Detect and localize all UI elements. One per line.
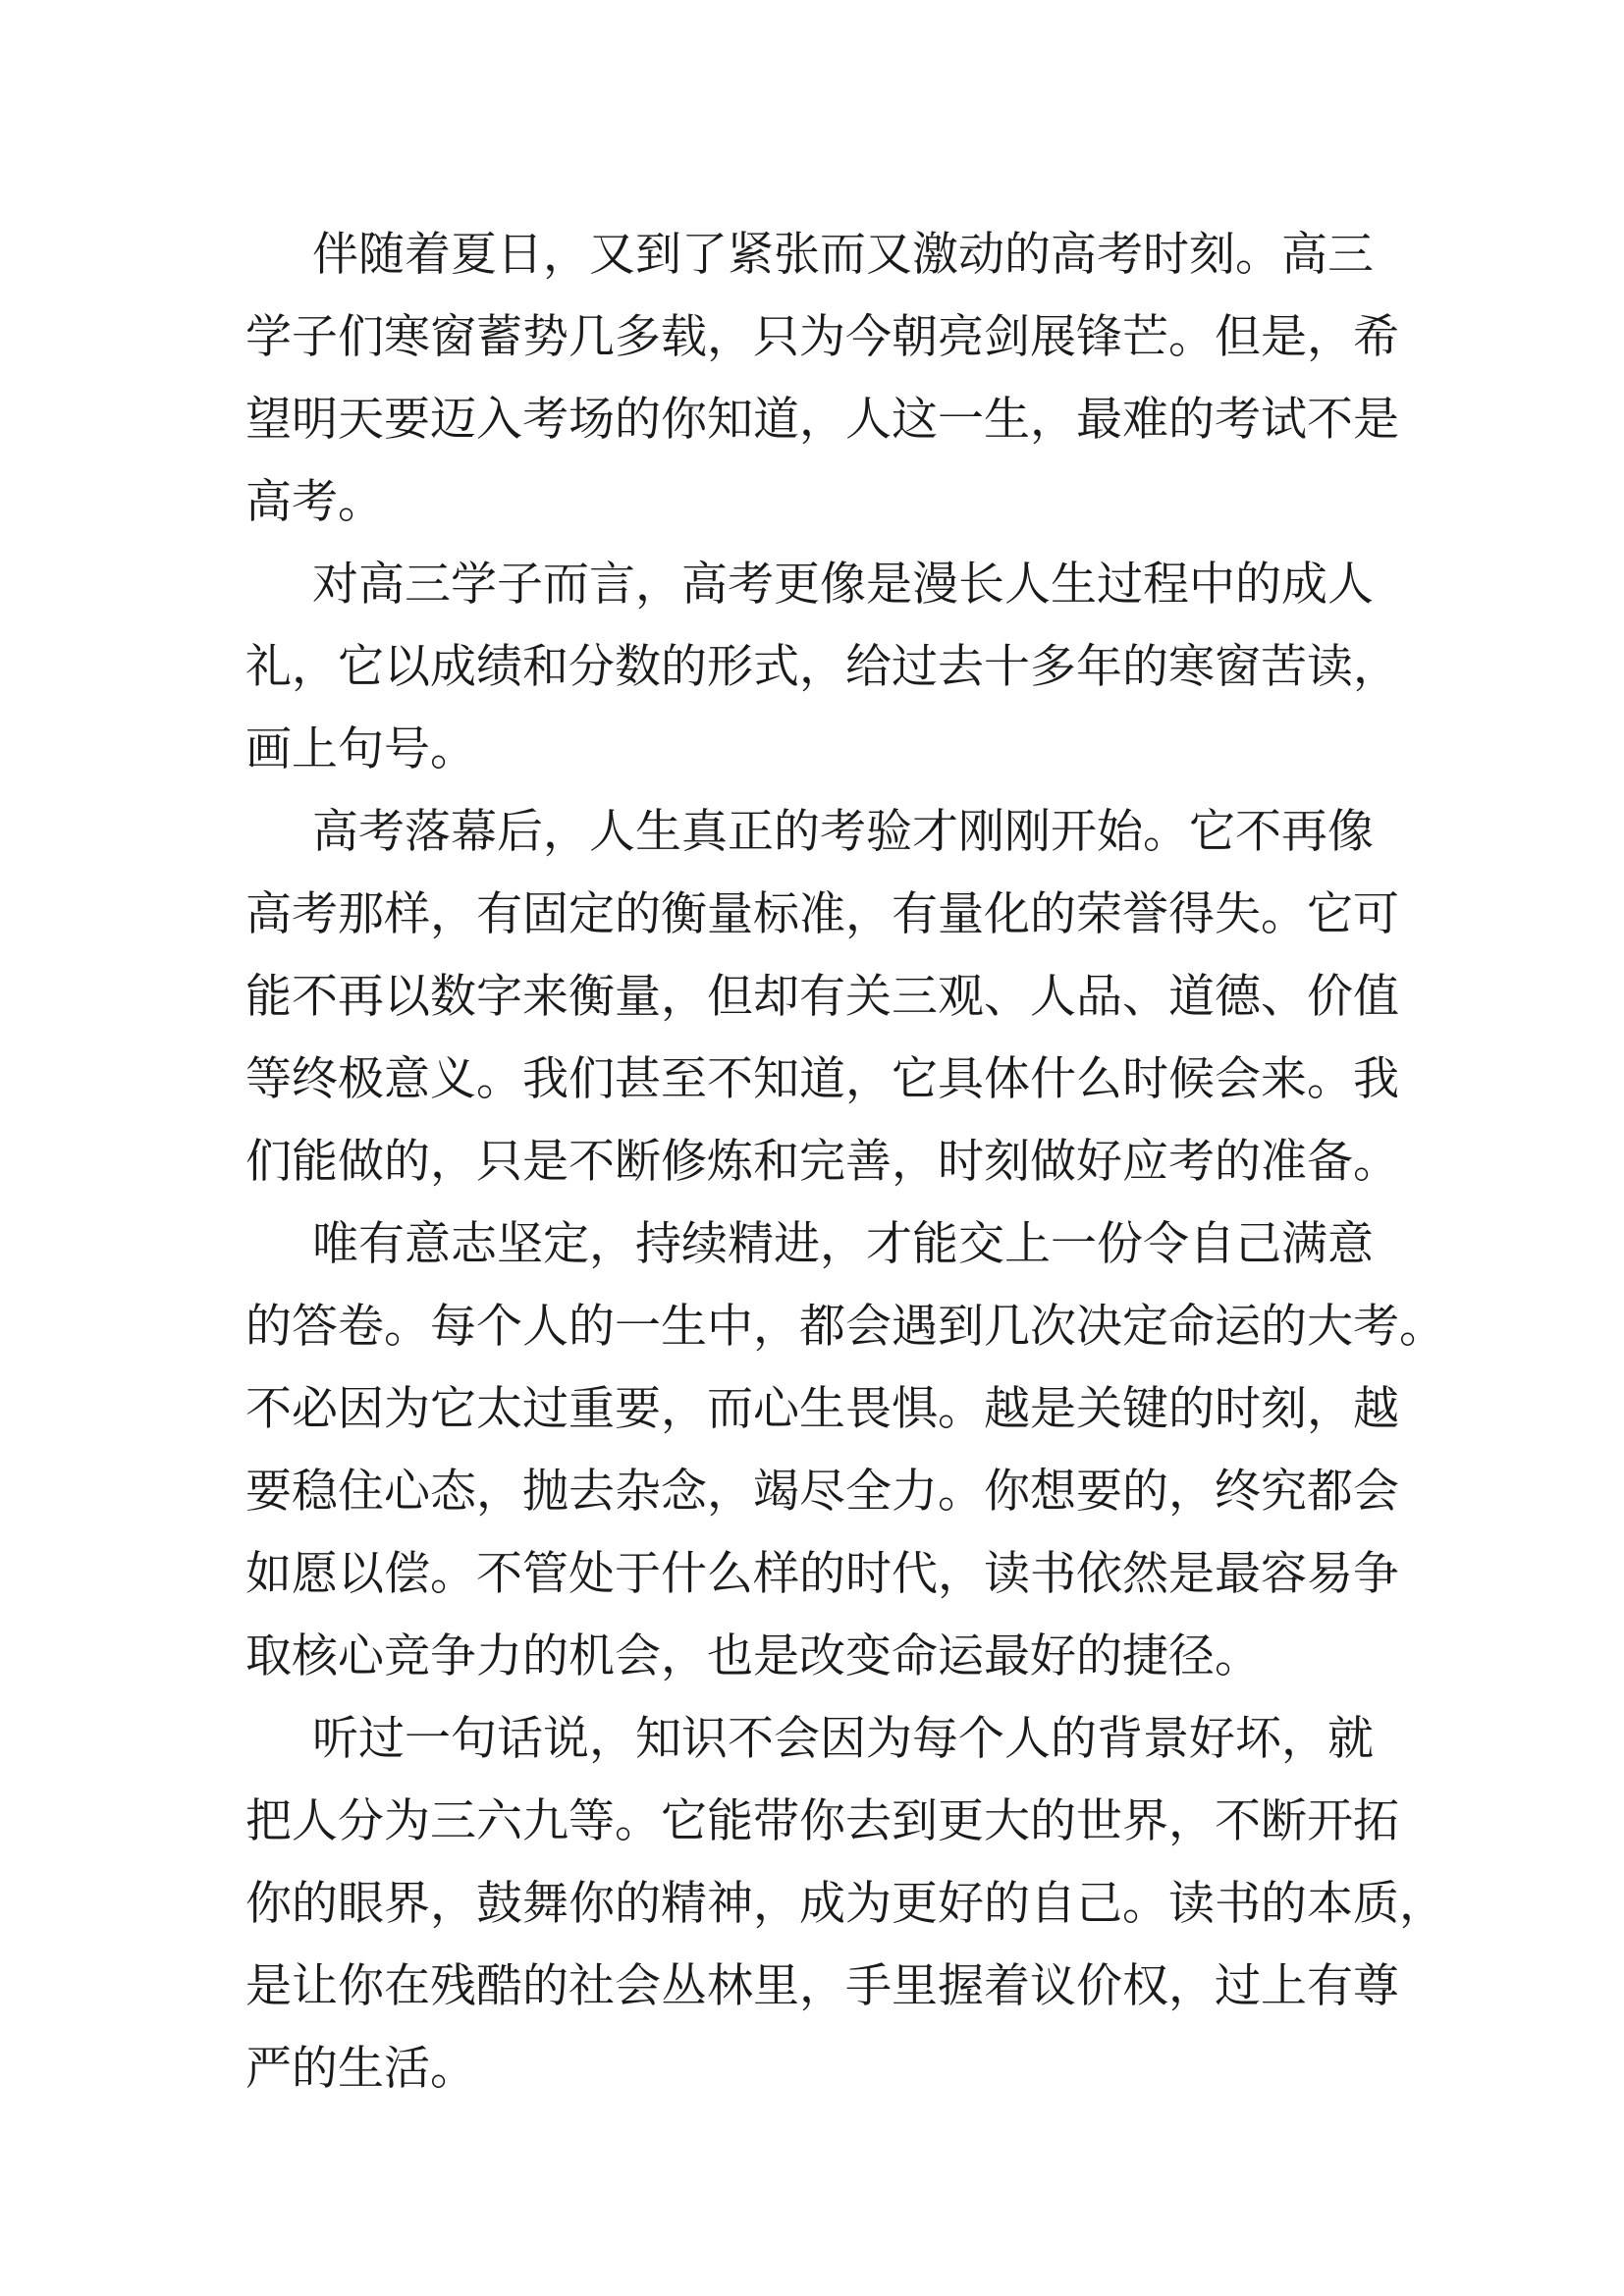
text-line: 高考。 — [245, 475, 384, 529]
paragraph-3 — [245, 791, 1399, 1203]
text-line: 伴随着夏日，又到了紧张而又激动的高考时刻。高三 — [312, 228, 1374, 282]
text-line: 们能做的，只是不断修炼和完善，时刻做好应考的准备。 — [245, 1135, 1399, 1189]
text-line: 如愿以偿。不管处于什么样的时代，读书依然是最容易争 — [245, 1547, 1399, 1601]
text-line: 不必因为它太过重要，而心生畏惧。越是关键的时刻，越 — [245, 1382, 1399, 1436]
text-line: 等终极意义。我们甚至不知道，它具体什么时候会来。我 — [245, 1052, 1399, 1106]
text-line: 把人分为三六九等。它能带你去到更大的世界，不断开拓 — [245, 1794, 1399, 1848]
text-line: 要稳住心态，抛去杂念，竭尽全力。你想要的，终究都会 — [245, 1465, 1399, 1519]
text-line: 礼，它以成绩和分数的形式，给过去十多年的寒窗苦读， — [245, 640, 1399, 694]
paragraph-4 — [245, 1203, 1445, 1698]
text-line: 严的生活。 — [245, 2042, 476, 2096]
text-line: 是让你在残酷的社会丛林里，手里握着议价权，过上有尊 — [245, 1959, 1399, 2013]
text-line: 听过一句话说，知识不会因为每个人的背景好坏，就 — [312, 1712, 1374, 1766]
text-line: 唯有意志坚定，持续精进，才能交上一份令自己满意 — [312, 1217, 1374, 1271]
paragraph-5 — [245, 1698, 1445, 2110]
text-line: 的答卷。每个人的一生中，都会遇到几次决定命运的大考。 — [245, 1300, 1445, 1354]
text-line: 取核心竞争力的机会，也是改变命运最好的捷径。 — [245, 1629, 1261, 1683]
paragraph-2 — [245, 544, 1399, 791]
text-line: 你的眼界，鼓舞你的精神，成为更好的自己。读书的本质， — [245, 1877, 1445, 1931]
text-line: 对高三学子而言，高考更像是漫长人生过程中的成人 — [312, 558, 1374, 612]
text-line: 画上句号。 — [245, 722, 476, 776]
text-line: 望明天要迈入考场的你知道，人这一生，最难的考试不是 — [245, 393, 1399, 447]
document-page — [245, 214, 1445, 2110]
text-line: 学子们寒窗蓄势几多载，只为今朝亮剑展锋芒。但是，希 — [245, 310, 1399, 364]
paragraph-1 — [245, 214, 1399, 544]
text-line: 能不再以数字来衡量，但却有关三观、人品、道德、价值 — [245, 970, 1399, 1024]
text-line: 高考落幕后，人生真正的考验才刚刚开始。它不再像 — [312, 805, 1374, 859]
text-line: 高考那样，有固定的衡量标准，有量化的荣誉得失。它可 — [245, 887, 1399, 941]
